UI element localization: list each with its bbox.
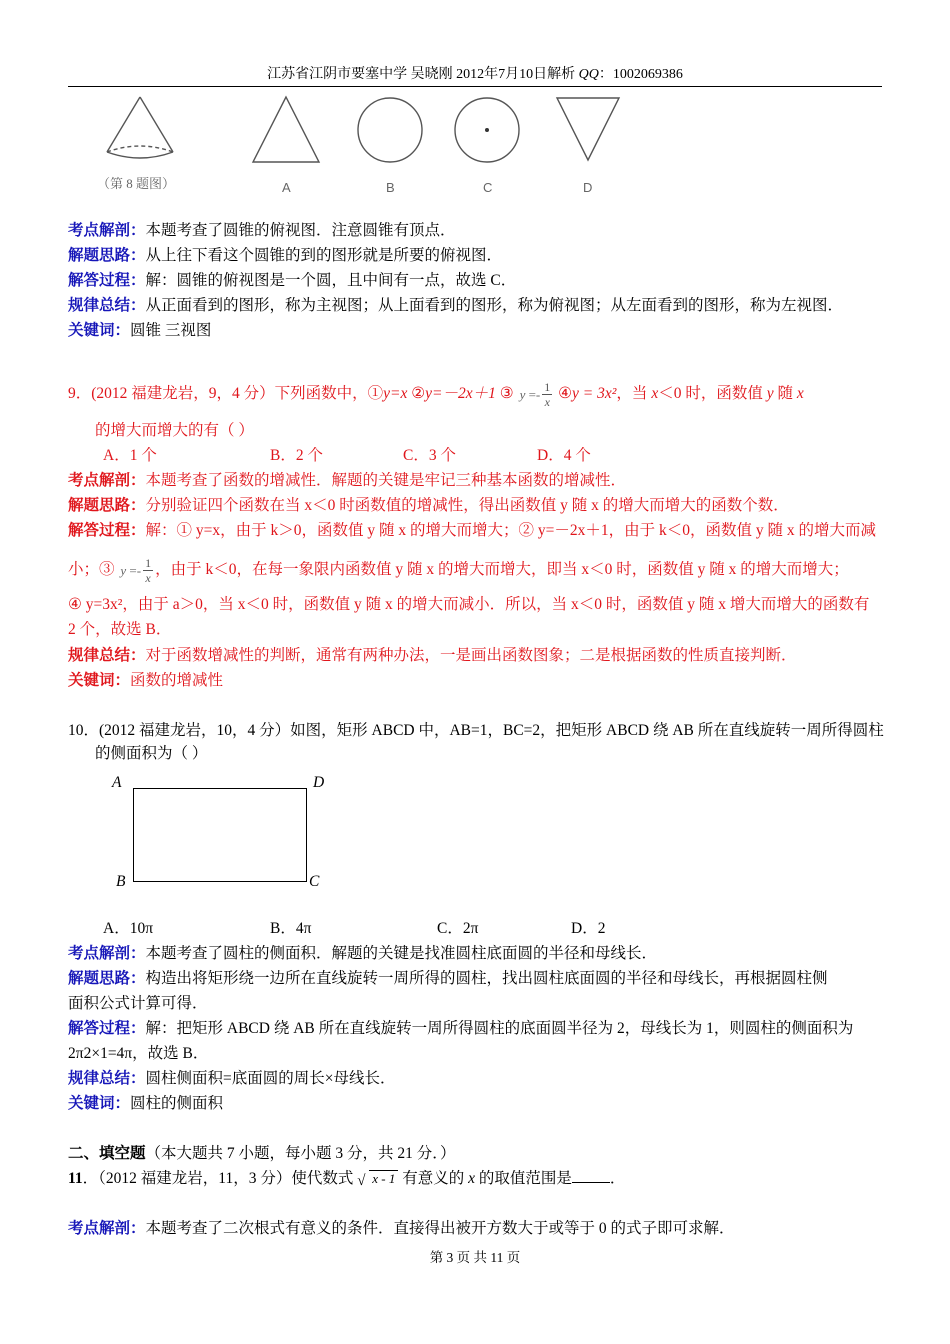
label: 解答过程： xyxy=(68,272,146,289)
label: 规律总结： xyxy=(68,297,146,314)
q9-analysis-text: 本题考查了函数的增减性．解题的关键是牢记三种基本函数的增减性． xyxy=(145,472,627,489)
q9-func-1: y=x xyxy=(383,385,408,403)
q10-approach-line xyxy=(68,968,828,990)
q9-summary-line xyxy=(68,645,797,667)
figure-8-label-a: A xyxy=(282,180,291,195)
q10-solution-line2: 2π2×1=4π，故选 B． xyxy=(68,1045,209,1062)
q10-summary-line xyxy=(68,1068,396,1090)
q9-stem-line2: 的增大而增大的有（ ） xyxy=(95,422,254,439)
var-x: x xyxy=(796,385,804,403)
section-2-title: 二、填空题 xyxy=(68,1145,146,1162)
q9-solution-text: 解：① y=x，由于 k＞0，函数值 y 随 x 的增大而增大；② y=－2x＋1，由于 k＜0，函数值 y 随 x 的增大而减 xyxy=(145,522,877,539)
q8-keywords-line xyxy=(68,320,211,342)
q9-keywords-line xyxy=(68,670,223,692)
denominator: x xyxy=(544,395,550,409)
q9-func-4: y = 3x² xyxy=(572,385,617,403)
label: 考点解剖： xyxy=(68,945,146,962)
figure-8-caption: （第 8 题图） xyxy=(97,176,176,191)
label: 规律总结： xyxy=(68,1070,146,1087)
q9-option-d: D．4 个 xyxy=(537,447,591,464)
figure-8-label-c: C xyxy=(483,180,493,195)
q11-stem-part: 的取值范围是 xyxy=(474,1170,572,1187)
q9-solution-line4: 2 个，故选 B． xyxy=(68,621,172,638)
q11-stem-part: ．（2012 福建龙岩，11，3 分）使代数式 xyxy=(82,1170,358,1187)
q10-solution-line xyxy=(68,1018,853,1040)
label: 关键词： xyxy=(68,672,131,689)
header-qq-label: QQ xyxy=(578,67,599,82)
q10-option-a: A．10π xyxy=(103,920,154,937)
radicand: x - 1 xyxy=(369,1170,398,1186)
corner-d: D xyxy=(313,774,325,791)
section-2-heading xyxy=(68,1143,456,1165)
q9-solution-line xyxy=(68,520,876,542)
q10-approach-text: 构造出将矩形绕一边所在直线旋转一周所得的圆柱，找出圆柱底面圆的半径和母线长，再根据圆柱侧 xyxy=(145,970,828,987)
page-header xyxy=(68,64,882,87)
q9-keywords-text: 函数的增减性 xyxy=(130,672,224,689)
q10-approach-line2: 面积公式计算可得． xyxy=(68,995,208,1012)
option-b-circle xyxy=(358,98,422,162)
q10-keywords-line xyxy=(68,1093,223,1115)
q9-stem-part: ，当 xyxy=(616,385,652,403)
corner-c: C xyxy=(309,873,320,890)
q9-func-2: y=－2x＋1 xyxy=(425,385,496,403)
corner-b: B xyxy=(116,873,126,890)
page-footer: 第 3 页 共 11 页 xyxy=(429,1250,521,1265)
q9-summary-text: 对于函数增减性的判断，通常有两种办法，一是画出函数图象；二是根据函数的性质直接判断． xyxy=(145,647,797,664)
q8-approach-line xyxy=(68,245,502,267)
q9-stem-part: ④ xyxy=(554,385,573,403)
q9-stem-part: 随 xyxy=(773,385,797,403)
q9-solution-line3: ④ y=3x²，由于 a＞0，当 x＜0 时，函数值 y 随 x 的增大而减小．所以，当 x＜0 时，函数值 y 随 x 增大而增大的函数有 xyxy=(68,596,870,613)
figure-8-views xyxy=(95,92,635,202)
rectangle-abcd xyxy=(133,788,307,882)
q10-option-b: B．4π xyxy=(270,920,312,937)
text: ，由于 k＜0，在每一象限内函数值 y 随 x 的增大而增大，即当 x＜0 时，函数值 y 随 x 的增大而增大； xyxy=(155,561,849,579)
label: 关键词： xyxy=(68,1095,131,1112)
q10-stem-line2: 的侧面积为（ ） xyxy=(95,745,208,762)
label: 考点解剖： xyxy=(68,1220,146,1237)
option-a-triangle xyxy=(253,97,319,162)
label: 解题思路： xyxy=(68,970,146,987)
figure-8-label-d: D xyxy=(583,180,593,195)
q8-approach-text: 从上往下看这个圆锥的到的图形就是所要的俯视图． xyxy=(145,247,503,264)
corner-a: A xyxy=(112,774,122,791)
label: 解题思路： xyxy=(68,247,146,264)
numerator: 1 xyxy=(145,556,152,570)
var-y: y xyxy=(766,385,774,403)
q10-analysis-line xyxy=(68,943,657,965)
q10-keywords-text: 圆柱的侧面积 xyxy=(130,1095,224,1112)
q9-stem-part: ＜0 时，函数值 xyxy=(658,385,767,403)
q8-analysis-line xyxy=(68,220,456,242)
denominator: x xyxy=(145,571,151,585)
q9-option-b: B．2 个 xyxy=(270,447,323,464)
q9-stem-part: ② xyxy=(407,385,426,403)
label: 解答过程： xyxy=(68,522,146,539)
label: 解题思路： xyxy=(68,497,146,514)
q9-func-3-fraction xyxy=(542,380,552,409)
q10-stem: 10．(2012 福建龙岩，10，4 分）如图，矩形 ABCD 中，AB=1，BC=2，把矩形 ABCD 绕 AB 所在直线旋转一周所得圆柱 xyxy=(68,722,884,739)
var-y: y xyxy=(120,562,127,578)
label: 关键词： xyxy=(68,322,131,339)
q8-analysis-text: 本题考查了圆锥的俯视图．注意圆锥有顶点． xyxy=(145,222,456,239)
q11-analysis-line xyxy=(68,1218,735,1240)
var-x: x xyxy=(468,1170,475,1187)
header-text: 江苏省江阴市要塞中学 吴晓刚 2012年7月10日解析 xyxy=(267,67,579,82)
q9-option-a: A．1 个 xyxy=(103,447,157,464)
sqrt-icon: √ xyxy=(357,1173,366,1190)
label: 考点解剖： xyxy=(68,472,146,489)
var-x: x xyxy=(651,385,659,403)
q8-summary-line xyxy=(68,295,843,317)
q9-analysis-line xyxy=(68,470,626,492)
q11-sqrt-expression xyxy=(357,1168,398,1190)
q11-stem-part: ． xyxy=(609,1170,626,1187)
numerator: 1 xyxy=(544,380,551,394)
q10-solution-text: 解：把矩形 ABCD 绕 AB 所在直线旋转一周所得圆柱的底面圆半径为 2，母线长为 1，则圆柱的侧面积为 xyxy=(145,1020,854,1037)
option-d-inverted-triangle xyxy=(557,98,619,160)
var-y: y xyxy=(519,386,526,402)
label: 解答过程： xyxy=(68,1020,146,1037)
q10-summary-text: 圆柱侧面积=底面圆的周长×母线长． xyxy=(145,1070,396,1087)
q11-stem xyxy=(68,1168,625,1190)
label: 规律总结： xyxy=(68,647,146,664)
q9-stem xyxy=(68,380,804,409)
q11-analysis-text: 本题考查了二次根式有意义的条件．直接得出被开方数大于或等于 0 的式子即可求解． xyxy=(145,1220,735,1237)
answer-blank xyxy=(572,1168,610,1183)
q9-option-c: C．3 个 xyxy=(403,447,456,464)
q10-option-d: D．2 xyxy=(571,920,606,937)
q9-stem-part: ③ xyxy=(495,385,518,403)
q10-option-c: C．2π xyxy=(437,920,479,937)
text: 小；③ xyxy=(68,561,119,579)
q11-number: 11 xyxy=(68,1170,83,1187)
q9-stem-part: 9．(2012 福建龙岩，9，4 分）下列函数中，① xyxy=(68,385,384,403)
q9-solution-func-3-y xyxy=(120,564,141,578)
figure-8-label-b: B xyxy=(386,180,395,195)
q8-summary-text: 从正面看到的图形，称为主视图；从上面看到的图形，称为俯视图；从左面看到的图形，称为左视图． xyxy=(145,297,844,314)
q9-approach-line xyxy=(68,495,789,517)
q9-approach-text: 分别验证四个函数在当 x＜0 时函数值的增减性，得出函数值 y 随 x 的增大而增大的函数个数． xyxy=(145,497,789,514)
header-qq-number: ：1002069386 xyxy=(598,67,683,82)
section-2-note: （本大题共 7 小题，每小题 3 分，共 21 分．） xyxy=(145,1145,456,1162)
q10-analysis-text: 本题考查了圆柱的侧面积．解题的关键是找准圆柱底面圆的半径和母线长． xyxy=(145,945,658,962)
q9-solution-fraction xyxy=(143,556,153,585)
q11-stem-part: 有意义的 xyxy=(398,1170,469,1187)
q9-func-3-y xyxy=(520,388,541,402)
q9-solution-line2 xyxy=(68,556,849,585)
cone-drawing xyxy=(107,97,173,158)
q8-keywords-text: 圆锥 三视图 xyxy=(130,322,212,339)
equals-sign: =- xyxy=(126,562,142,578)
q8-solution-text: 解：圆锥的俯视图是一个圆，且中间有一点，故选 C． xyxy=(145,272,517,289)
label: 考点解剖： xyxy=(68,222,146,239)
option-c-center-dot xyxy=(485,128,489,132)
equals-sign: =- xyxy=(525,386,541,402)
q8-solution-line xyxy=(68,270,516,292)
